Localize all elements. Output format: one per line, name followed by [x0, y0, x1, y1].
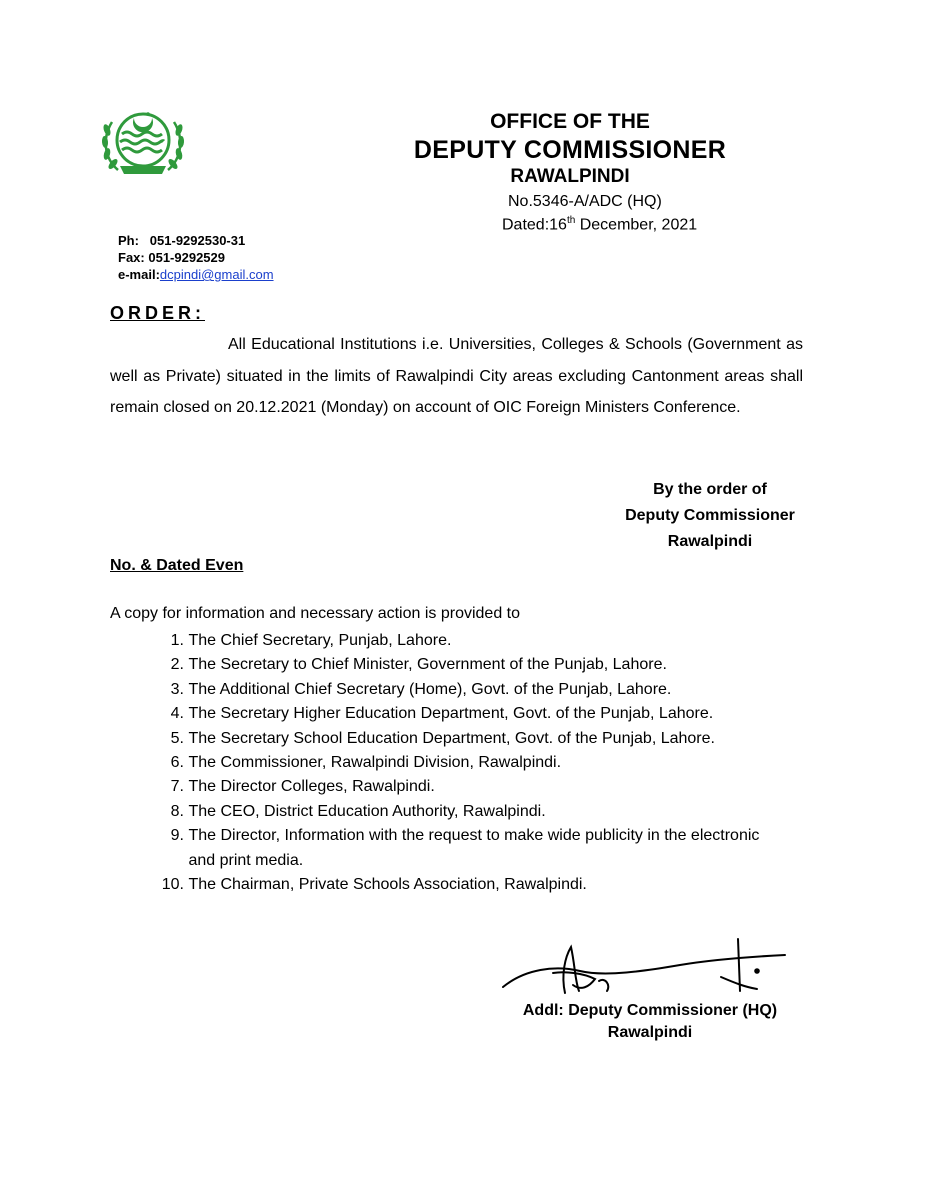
- list-item: 2. The Secretary to Chief Minister, Government of the Punjab, Lahore.: [170, 656, 667, 674]
- signatory-city: Rawalpindi: [607, 1024, 693, 1041]
- list-item: 9. The Director, Information with the request to make wide publicity in the electronic and print media.: [170, 827, 760, 869]
- letterhead-office-line: OFFICE OF THE: [490, 110, 650, 133]
- signatory-title: Addl: Deputy Commissioner (HQ): [522, 1002, 778, 1019]
- list-item: 7. The Director Colleges, Rawalpindi.: [170, 778, 435, 796]
- fax-line: Fax: 051-9292529: [118, 250, 225, 265]
- distribution-list: [160, 629, 798, 897]
- list-item: 4. The Secretary Higher Education Department, Govt. of the Punjab, Lahore.: [170, 705, 714, 723]
- list-item: 3. The Additional Chief Secretary (Home), Govt. of the Punjab, Lahore.: [170, 680, 672, 698]
- letterhead-title: DEPUTY COMMISSIONER: [413, 136, 727, 164]
- reference-number: No.5346-A/ADC (HQ): [508, 193, 662, 210]
- list-item: 1. The Chief Secretary, Punjab, Lahore.: [170, 632, 452, 649]
- list-item: 10. The Chairman, Private Schools Association, Rawalpindi.: [161, 876, 587, 894]
- signatory-block: [480, 1000, 820, 1044]
- email-line: e-mail:dcpindi@gmail.com: [118, 267, 274, 282]
- phone-line: Ph: 051-9292530-31: [118, 233, 246, 248]
- document-date: Dated:16th December, 2021: [502, 215, 698, 234]
- order-heading: ORDER:: [110, 303, 205, 323]
- authority-line-3: Rawalpindi: [667, 533, 753, 550]
- letterhead-city: RAWALPINDI: [510, 166, 630, 187]
- list-item: 8. The CEO, District Education Authority, Rawalpindi.: [170, 802, 546, 820]
- distribution-heading: No. & Dated Even: [110, 557, 244, 574]
- authority-line-2: Deputy Commissioner: [625, 507, 795, 524]
- handwritten-signature: [495, 935, 795, 1005]
- list-item: 5. The Secretary School Education Department, Govt. of the Punjab, Lahore.: [170, 729, 715, 747]
- authority-line-1: By the order of: [653, 481, 767, 498]
- order-body: All Educational Institutions i.e. Universities, Colleges & Schools (Government as well as Private) situated in the limits of Rawalpindi City areas excluding Cantonment areas shall remain closed on 20.12.2021 (Monday) on account of OIC Foreign Ministers Conference.: [110, 336, 803, 416]
- authority-block: [560, 477, 860, 555]
- distribution-intro: A copy for information and necessary action is provided to: [110, 605, 520, 622]
- email-link[interactable]: dcpindi@gmail.com: [159, 267, 274, 282]
- list-item: 6. The Commissioner, Rawalpindi Division, Rawalpindi.: [170, 754, 562, 772]
